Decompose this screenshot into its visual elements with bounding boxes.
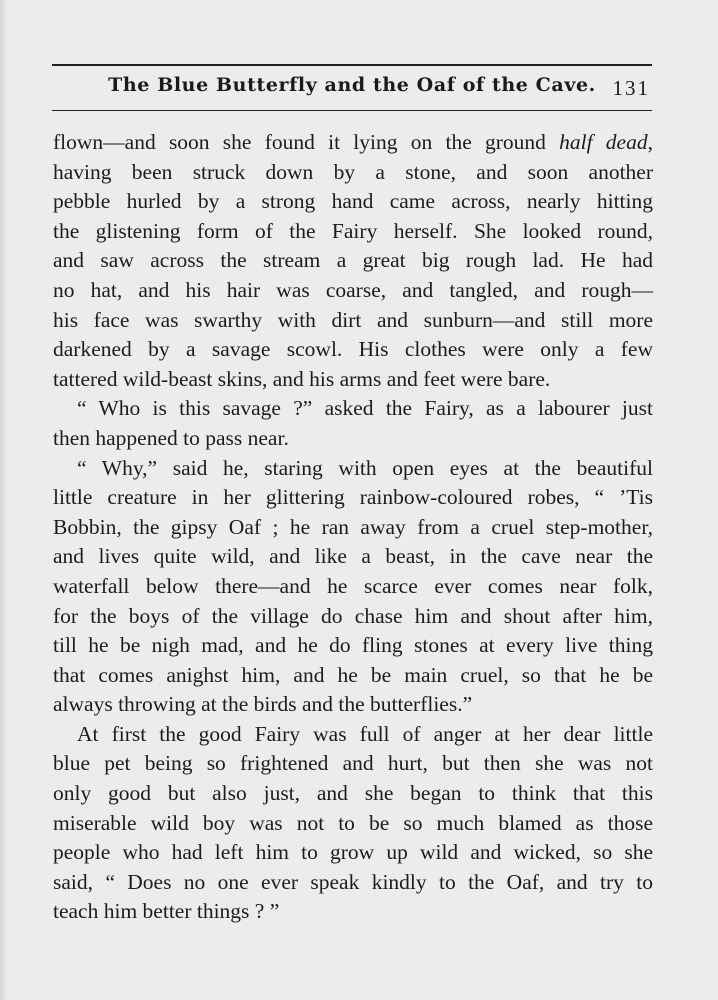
text-line: waterfall below there—and he scarce ever comes near folk, [53,573,653,598]
running-title: The Blue Butterfly and the Oaf of the Cave. [108,74,596,96]
text-line: Bobbin, the gipsy Oaf ; he ran away from a cruel step-mother, [53,514,653,539]
text-line: and lives quite wild, and like a beast, in the cave near the [53,544,653,569]
text-line: only good but also just, and she began to think that this [53,781,653,806]
header-rule-bottom [52,110,652,111]
text-line: blue pet being so frightened and hurt, but then she was not [53,751,653,776]
page-edge-shadow [0,0,8,1000]
text-line: his face was swarthy with dirt and sunburn—and still more [53,307,653,332]
text-line: people who had left him to grow up wild and wicked, so she [53,840,653,865]
header-rule-top [52,64,652,66]
text-line: having been struck down by a stone, and soon another [53,159,653,184]
text-line: for the boys of the village do chase him and shout after him, [53,603,653,628]
running-head [52,72,652,102]
text-line: no hat, and his hair was coarse, and tangled, and rough— [53,277,653,302]
text-line: the glistening form of the Fairy herself. She looked round, [53,218,653,243]
paragraph-start-line: “ Why,” said he, staring with open eyes at the beautiful [77,455,653,480]
text-line: till he be nigh mad, and he do fling stones at every live thing [53,633,653,658]
text-line: darkened by a savage scowl. His clothes were only a few [53,337,653,362]
paragraph-start-line: At first the good Fairy was full of anger at her dear little [77,721,653,746]
text-line: that comes anighst him, and he be main cruel, so that he be [53,662,653,687]
text-line: miserable wild boy was not to be so much blamed as those [53,810,653,835]
paragraph-start-line: “ Who is this savage ?” asked the Fairy, as a labourer just [77,396,653,421]
emphasized-text: half dead [559,130,648,154]
text-line: then happened to pass near. [53,425,289,450]
text-line: and saw across the stream a great big rough lad. He had [53,248,653,273]
text-line: teach him better things ? ” [53,899,280,924]
page-number: 131 [612,76,650,100]
text-line: tattered wild-beast skins, and his arms and feet were bare. [53,366,551,391]
text-line: always throwing at the birds and the butterflies.” [53,692,473,717]
text-line: said, “ Does no one ever speak kindly to the Oaf, and try to [53,869,653,894]
text-line: flown—and soon she found it lying on the ground half dead, [53,130,653,154]
text-line: pebble hurled by a strong hand came across, nearly hitting [53,189,653,214]
body-text [53,128,653,927]
text-line: little creature in her glittering rainbow-coloured robes, “ ’Tis [53,485,653,510]
